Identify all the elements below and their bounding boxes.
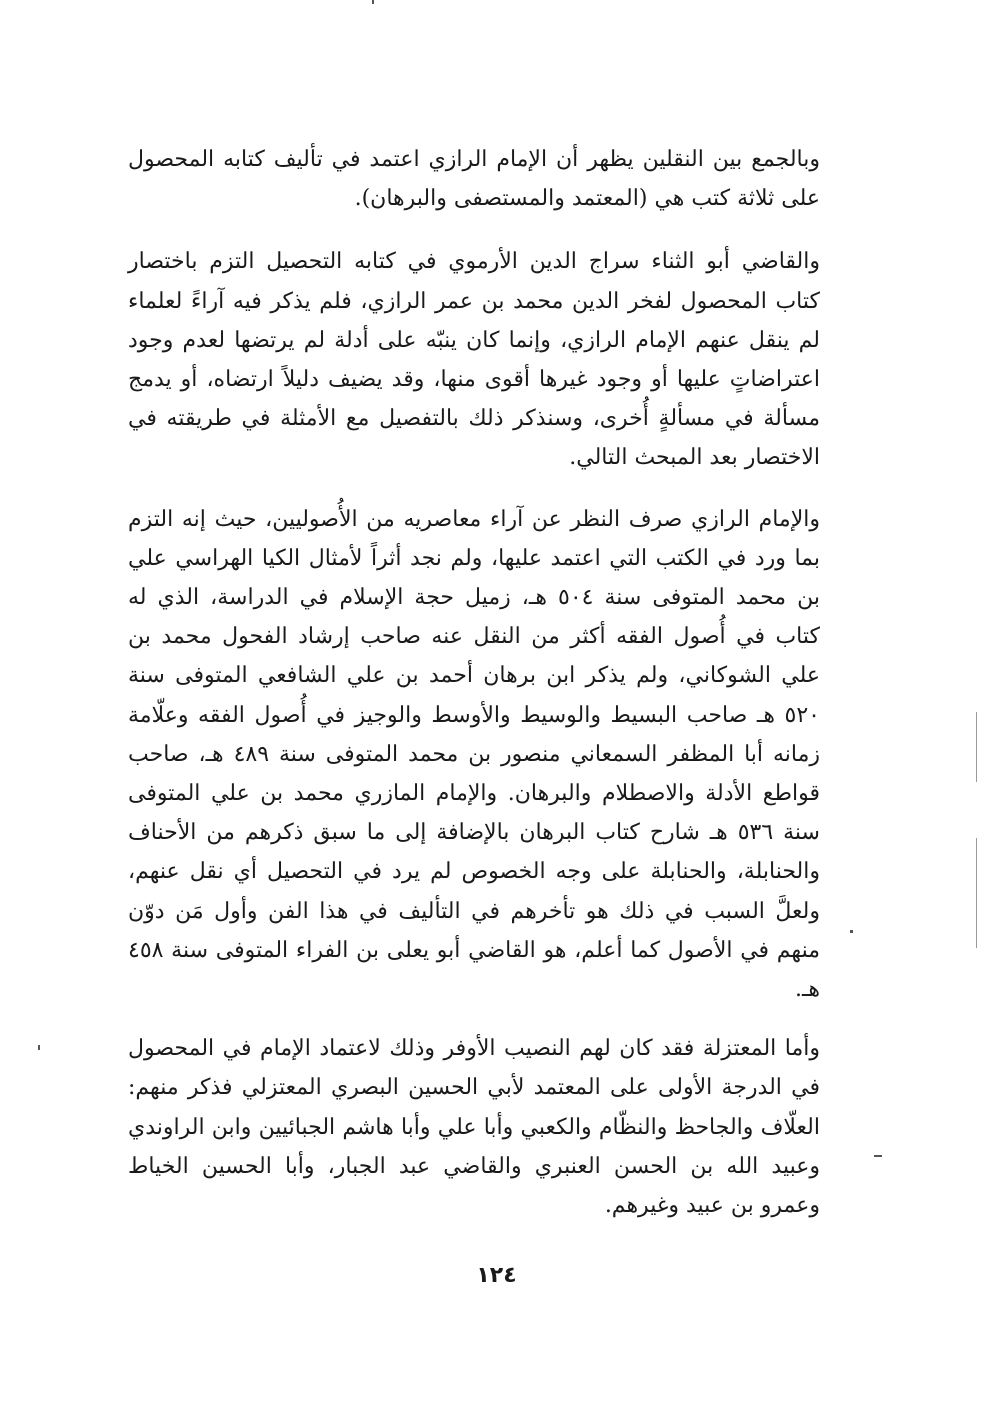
- scan-edge-line: [976, 712, 977, 782]
- paragraph-3: والإمام الرازي صرف النظر عن آراء معاصريه من الأُصوليين، حيث إنه التزم بما ورد في الكتب التي اعتمد عليها، ولم نجد أثراً لأمثال الكيا الهراسي علي بن محمد المتوفى سنة ٥٠٤ هـ، زميل حجة الإسلام في الدراسة، الذي له كتاب في أُصول الفقه أكثر من النقل عنه صاحب إرشاد الفحول محمد بن علي الشوكاني، ولم يذكر ابن برهان أحمد بن علي الشافعي المتوفى سنة ٥٢٠ هـ صاحب البسيط والوسيط والأوسط والوجيز في أُصول الفقه وعلّامة زمانه أبا المظفر السمعاني منصور بن محمد المتوفى سنة ٤٨٩ هـ، صاحب قواطع الأدلة والاصطلام والبرهان. والإمام المازري محمد بن علي المتوفى سنة ٥٣٦ هـ شارح كتاب البرهان بالإضافة إلى ما سبق ذكرهم من الأحناف والحنابلة، والحنابلة على وجه الخصوص لم يرد في التحصيل أي نقل عنهم، ولعلَّ السبب في ذلك هو تأخرهم في التأليف في هذا الفن وأول مَن دوّن منهم في الأصول كما أعلم، هو القاضي أبو يعلى بن الفراء المتوفى سنة ٤٥٨ هـ.: [128, 506, 820, 1003]
- paragraph-4: وأما المعتزلة فقد كان لهم النصيب الأوفر وذلك لاعتماد الإمام في المحصول في الدرجة الأولى على المعتمد لأبي الحسين البصري المعتزلي فذكر منهم: العلّاف والجاحظ والنظّام والكعبي وأبا علي وأبا هاشم الجبائيين وابن الراوندي وعبيد الله بن الحسن العنبري والقاضي عبد الجبار، وأبا الحسين الخياط وعمرو بن عبيد وغيرهم.: [128, 1036, 820, 1219]
- paragraph-1: وبالجمع بين النقلين يظهر أن الإمام الرازي اعتمد في تأليف كتابه المحصول على ثلاثة كتب هي (المعتمد والمستصفى والبرهان).: [128, 147, 820, 212]
- page-number: ١٢٤: [476, 1263, 517, 1288]
- body-text: [128, 140, 820, 1225]
- scan-speck: [850, 930, 853, 933]
- scan-speck: [874, 1155, 882, 1157]
- scan-speck: [372, 0, 374, 4]
- scan-speck: [38, 1045, 40, 1050]
- scan-edge-line: [976, 838, 977, 948]
- paragraph-2: والقاضي أبو الثناء سراج الدين الأرموي في كتابه التحصيل التزم باختصار كتاب المحصول لفخر الدين محمد بن عمر الرازي، فلم يذكر فيه آراءً لعلماء لم ينقل عنهم الإمام الرازي، وإنما كان ينبّه على أدلة لم يرتضها لعدم وجود اعتراضاتٍ عليها أو وجود غيرها أقوى منها، وقد يضيف دليلاً ارتضاه، أو يدمج مسألة في مسألةٍ أُخرى، وسنذكر ذلك بالتفصيل مع الأمثلة في طريقته في الاختصار بعد المبحث التالي.: [128, 249, 820, 471]
